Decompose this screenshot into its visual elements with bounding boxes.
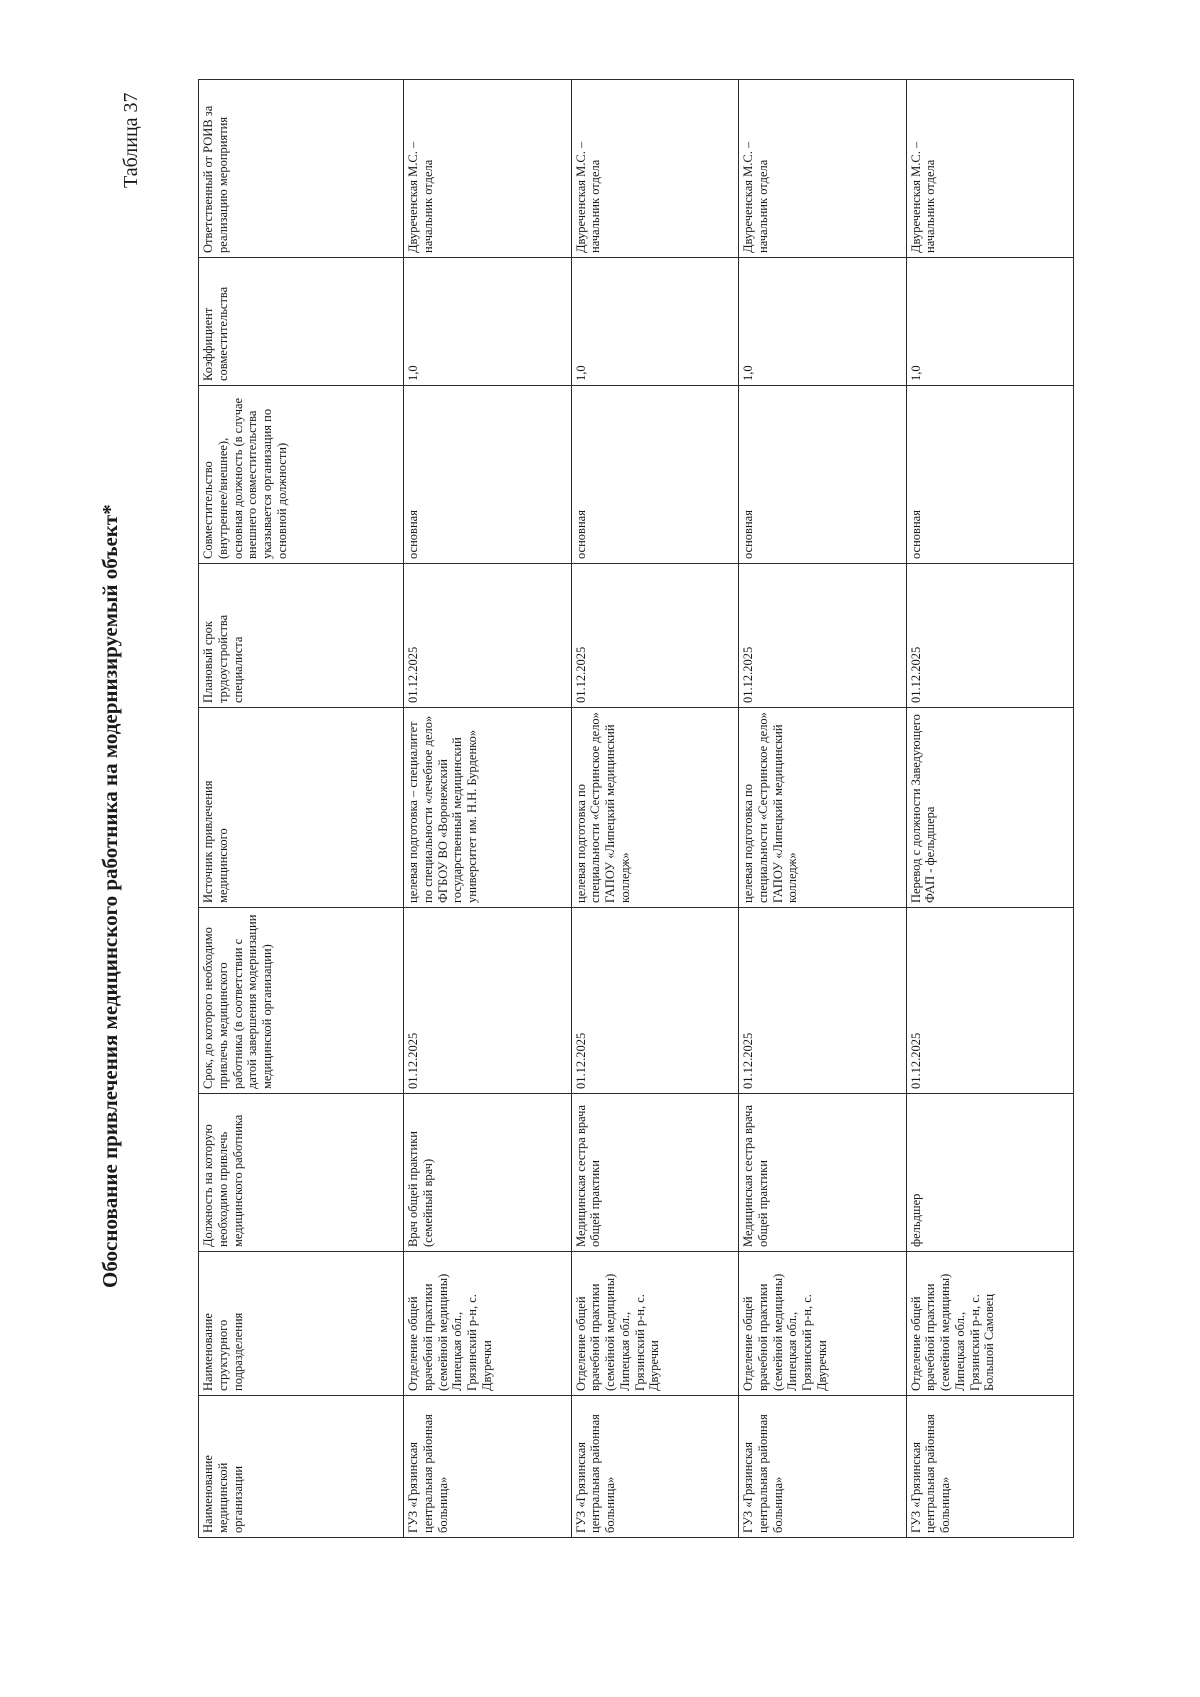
cell-deadline: 01.12.2025 bbox=[739, 908, 907, 1094]
header-unit: Наименование структурного подразделения bbox=[199, 1252, 404, 1396]
page-title: Обоснование привлечения медицинского работника на модернизируемый объект* bbox=[98, 504, 122, 1288]
cell-deadline: 01.12.2025 bbox=[906, 908, 1074, 1094]
cell-source: целевая подготовка – специалитет по специальности «лечебное дело» ФГБОУ ВО «Воронежский государственный медицинский университет им. Н.Н. Бурденко» bbox=[404, 708, 572, 908]
cell-position: Медицинская сестра врача общей практики bbox=[739, 1094, 907, 1252]
cell-org: ГУЗ «Грязинская центральная районная больница» bbox=[739, 1396, 907, 1538]
cell-planned: 01.12.2025 bbox=[571, 564, 739, 708]
cell-coef: 1,0 bbox=[404, 258, 572, 386]
header-org: Наименование медицинской организации bbox=[199, 1396, 404, 1538]
cell-responsible: Двуреченская М.С. – начальник отдела bbox=[739, 80, 907, 258]
table-row bbox=[739, 80, 907, 1538]
table-row bbox=[404, 80, 572, 1538]
cell-planned: 01.12.2025 bbox=[404, 564, 572, 708]
header-combination: Совместительство (внутреннее/внешнее), основная должность (в случае внешнего совместительства указывается организация по основной должности) bbox=[199, 386, 404, 564]
cell-position: Медицинская сестра врача общей практики bbox=[571, 1094, 739, 1252]
cell-source: целевая подготовка по специальности «Сестринское дело» ГАПОУ «Липецкий медицинский колледж» bbox=[571, 708, 739, 908]
cell-source: целевая подготовка по специальности «Сестринское дело» ГАПОУ «Липецкий медицинский колледж» bbox=[739, 708, 907, 908]
cell-combination: основная bbox=[739, 386, 907, 564]
header-deadline: Срок, до которого необходимо привлечь медицинского работника (в соответствии с датой завершения модернизации медицинской организации) bbox=[199, 908, 404, 1094]
cell-responsible: Двуреченская М.С. – начальник отдела bbox=[571, 80, 739, 258]
cell-planned: 01.12.2025 bbox=[739, 564, 907, 708]
cell-unit: Отделение общей врачебной практики (семейной медицины) Липецкая обл., Грязинский р-н, с. Двуречки bbox=[739, 1252, 907, 1396]
header-source: Источник привлечения медицинского bbox=[199, 708, 404, 908]
cell-combination: основная bbox=[404, 386, 572, 564]
cell-unit: Отделение общей врачебной практики (семейной медицины) Липецкая обл., Грязинский р-н, с. Большой Самовец bbox=[906, 1252, 1074, 1396]
cell-position: фельдшер bbox=[906, 1094, 1074, 1252]
header-responsible: Ответственный от РОИВ за реализацию мероприятия bbox=[199, 80, 404, 258]
table-container bbox=[198, 80, 1074, 1538]
cell-coef: 1,0 bbox=[906, 258, 1074, 386]
cell-unit: Отделение общей врачебной практики (семейной медицины) Липецкая обл., Грязинский р-н, с. Двуречки bbox=[571, 1252, 739, 1396]
header-row bbox=[199, 80, 404, 1538]
cell-org: ГУЗ «Грязинская центральная районная больница» bbox=[404, 1396, 572, 1538]
table-label: Таблица 37 bbox=[120, 92, 142, 188]
table-row bbox=[571, 80, 739, 1538]
cell-unit: Отделение общей врачебной практики (семейной медицины) Липецкая обл., Грязинский р-н, с. Двуречки bbox=[404, 1252, 572, 1396]
header-planned: Плановый срок трудоустройства специалиста bbox=[199, 564, 404, 708]
cell-org: ГУЗ «Грязинская центральная районная больница» bbox=[571, 1396, 739, 1538]
cell-deadline: 01.12.2025 bbox=[404, 908, 572, 1094]
header-coef: Коэффициент совместительства bbox=[199, 258, 404, 386]
cell-source: Перевод с должности Заведующего ФАП - фельдшера bbox=[906, 708, 1074, 908]
cell-coef: 1,0 bbox=[739, 258, 907, 386]
cell-responsible: Двуреченская М.С. – начальник отдела bbox=[404, 80, 572, 258]
cell-coef: 1,0 bbox=[571, 258, 739, 386]
cell-combination: основная bbox=[571, 386, 739, 564]
table-row bbox=[906, 80, 1074, 1538]
cell-org: ГУЗ «Грязинская центральная районная больница» bbox=[906, 1396, 1074, 1538]
cell-deadline: 01.12.2025 bbox=[571, 908, 739, 1094]
cell-planned: 01.12.2025 bbox=[906, 564, 1074, 708]
justification-table bbox=[198, 79, 1074, 1538]
cell-combination: основная bbox=[906, 386, 1074, 564]
cell-responsible: Двуреченская М.С. – начальник отдела bbox=[906, 80, 1074, 258]
cell-position: Врач общей практики (семейный врач) bbox=[404, 1094, 572, 1252]
header-position: Должность на которую необходимо привлечь медицинского работника bbox=[199, 1094, 404, 1252]
